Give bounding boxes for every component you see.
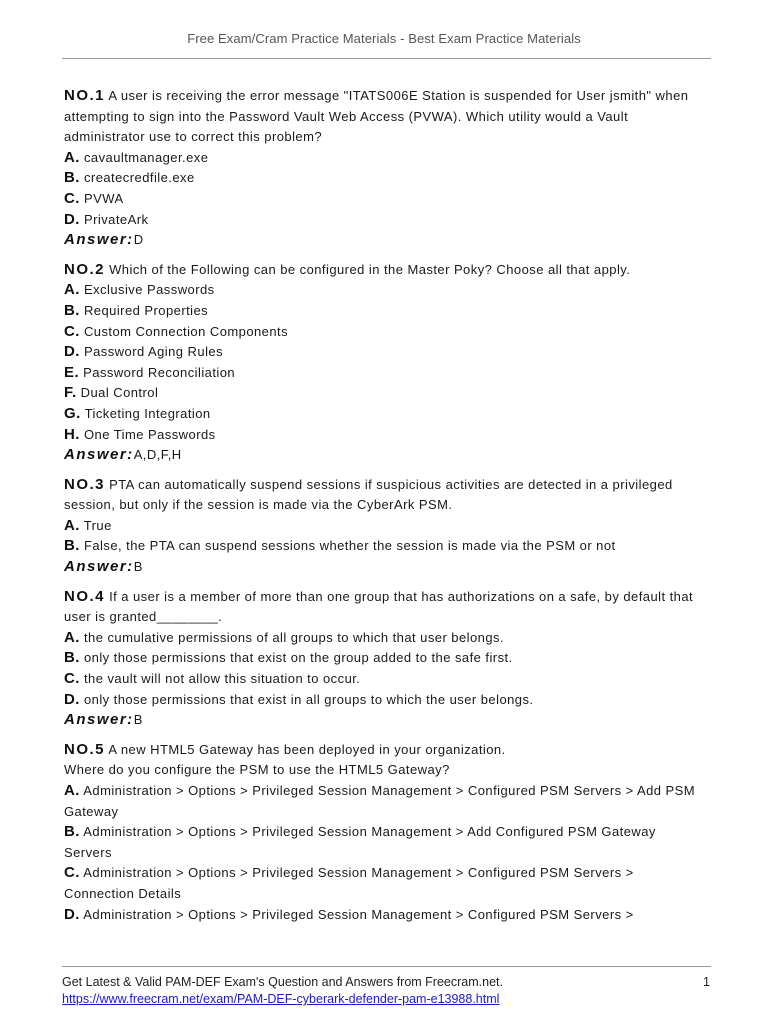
answer-value: A,D,F,H [133, 447, 182, 463]
option-text: Password Aging Rules [83, 344, 224, 360]
option-letter: A. [64, 782, 80, 799]
answer-option [64, 516, 704, 537]
option-text: Administration > Options > Privileged Session Management > Configured PSM Servers > Add PSM [83, 783, 696, 798]
answer-label: Answer: [64, 231, 134, 249]
option-text: the cumulative permissions of all groups to which that user belongs. [83, 629, 505, 645]
option-letter: C. [64, 864, 80, 882]
option-text: Exclusive Passwords [83, 282, 215, 298]
question-list [64, 86, 704, 934]
option-text: Custom Connection Components [83, 323, 289, 339]
question-number: NO.3 [64, 475, 106, 493]
answer-value: B [133, 712, 143, 728]
footer-divider [62, 966, 711, 967]
answer-line [64, 445, 704, 466]
question-number: NO.4 [64, 587, 106, 605]
answer-option [64, 148, 704, 169]
option-letter: C. [64, 322, 80, 340]
question-text-line [64, 495, 704, 516]
option-letter: F. [64, 384, 77, 402]
header-divider [62, 58, 711, 59]
option-letter: E. [64, 363, 80, 381]
question-text-line [64, 587, 704, 608]
question-text: Which of the Following can be configured in the Master Poky? Choose all that apply. [109, 261, 631, 277]
answer-option [64, 383, 704, 404]
question-number: NO.1 [64, 87, 106, 104]
answer-option [64, 822, 704, 843]
option-text: True [83, 517, 112, 533]
answer-option [64, 322, 704, 343]
answer-option [64, 690, 704, 711]
question-text-line [64, 127, 704, 148]
question-text: attempting to sign into the Password Vault Web Access (PVWA). Which utility would a Vault [64, 108, 629, 124]
answer-option [64, 168, 704, 189]
option-letter: A. [64, 281, 80, 299]
option-letter: D. [64, 343, 80, 361]
option-letter: D. [64, 690, 80, 708]
option-letter: G. [64, 404, 81, 422]
answer-option [64, 280, 704, 301]
answer-line [64, 710, 704, 731]
question-text: If a user is a member of more than one group that has authorizations on a safe, by default that [109, 588, 694, 604]
question-text-line [64, 475, 704, 496]
option-text: Ticketing Integration [84, 405, 211, 421]
option-text: Administration > Options > Privileged Session Management > Configured PSM Servers > [83, 906, 634, 922]
question-text-line [64, 260, 704, 281]
answer-option [64, 425, 704, 446]
answer-option [64, 648, 704, 669]
question-block [64, 740, 704, 925]
option-letter: B. [64, 301, 80, 319]
option-letter: D. [64, 210, 80, 228]
answer-option [64, 363, 704, 384]
option-letter: D. [64, 905, 80, 923]
answer-option [64, 210, 704, 231]
footer-link[interactable]: https://www.freecram.net/exam/PAM-DEF-cyberark-defender-pam-e13988.html [62, 992, 500, 1006]
option-letter: H. [64, 425, 80, 443]
question-text-line [64, 760, 704, 781]
option-text: Required Properties [83, 302, 209, 318]
answer-option [64, 342, 704, 363]
option-letter: C. [64, 189, 80, 207]
option-letter: A. [64, 148, 80, 166]
question-block [64, 475, 704, 578]
answer-option [64, 189, 704, 210]
option-letter: A. [64, 516, 80, 534]
option-text: createcredfile.exe [83, 170, 195, 186]
answer-value: D [133, 232, 144, 248]
option-letter: B. [64, 169, 80, 187]
question-text: A user is receiving the error message "ITATS006E Station is suspended for User jsmith" when [108, 88, 689, 103]
answer-option [64, 301, 704, 322]
answer-option [64, 628, 704, 649]
question-text: PTA can automatically suspend sessions if suspicious activities are detected in a privileged [109, 476, 673, 492]
answer-label: Answer: [64, 558, 134, 576]
option-text-continued: Servers [64, 844, 112, 860]
answer-option [64, 536, 704, 557]
question-text-line [64, 107, 704, 128]
option-letter: B. [64, 649, 80, 667]
answer-label: Answer: [64, 446, 134, 464]
option-text: PrivateArk [83, 211, 149, 227]
option-text: cavaultmanager.exe [83, 149, 209, 165]
answer-value: B [133, 559, 143, 575]
option-text: only those permissions that exist on the group added to the safe first. [83, 650, 513, 666]
question-text-line [64, 740, 704, 761]
answer-option [64, 863, 704, 884]
option-text: PVWA [83, 190, 124, 206]
option-letter: A. [64, 628, 80, 646]
answer-option [64, 404, 704, 425]
question-text-line [64, 86, 704, 107]
option-text-continued: Gateway [64, 803, 119, 819]
answer-option [64, 781, 704, 802]
option-text: only those permissions that exist in all groups to which the user belongs. [83, 691, 534, 707]
question-number: NO.5 [64, 740, 106, 758]
option-text-continued: Connection Details [64, 885, 182, 901]
answer-option [64, 905, 704, 926]
question-block [64, 260, 704, 466]
answer-label: Answer: [64, 711, 134, 729]
option-text: the vault will not allow this situation to occur. [83, 671, 361, 687]
option-text: Password Reconciliation [83, 364, 236, 380]
option-letter: C. [64, 670, 80, 688]
answer-option [64, 669, 704, 690]
question-text: administrator use to correct this problem? [64, 129, 323, 145]
option-text: Administration > Options > Privileged Session Management > Add Configured PSM Gateway [83, 824, 656, 840]
footer-text: Get Latest & Valid PAM-DEF Exam's Question and Answers from Freecram.net. [62, 975, 503, 989]
page-header: Free Exam/Cram Practice Materials - Best Exam Practice Materials [187, 31, 581, 46]
question-text: A new HTML5 Gateway has been deployed in your organization. [108, 741, 506, 757]
answer-line [64, 557, 704, 578]
option-text: Administration > Options > Privileged Session Management > Configured PSM Servers > [83, 865, 634, 881]
question-block [64, 86, 704, 251]
option-text: One Time Passwords [83, 426, 216, 442]
question-number: NO.2 [64, 260, 106, 278]
option-letter: B. [64, 823, 80, 841]
question-block [64, 587, 704, 731]
question-text: user is granted________. [64, 609, 223, 625]
option-letter: B. [64, 537, 80, 555]
page-number: 1 [703, 975, 710, 989]
answer-line [64, 230, 704, 251]
question-text-line [64, 607, 704, 628]
question-text: Where do you configure the PSM to use the HTML5 Gateway? [64, 762, 450, 778]
option-text: False, the PTA can suspend sessions whether the session is made via the PSM or not [83, 538, 616, 554]
question-text: session, but only if the session is made via the CyberArk PSM. [64, 497, 453, 513]
option-text: Dual Control [80, 385, 159, 401]
